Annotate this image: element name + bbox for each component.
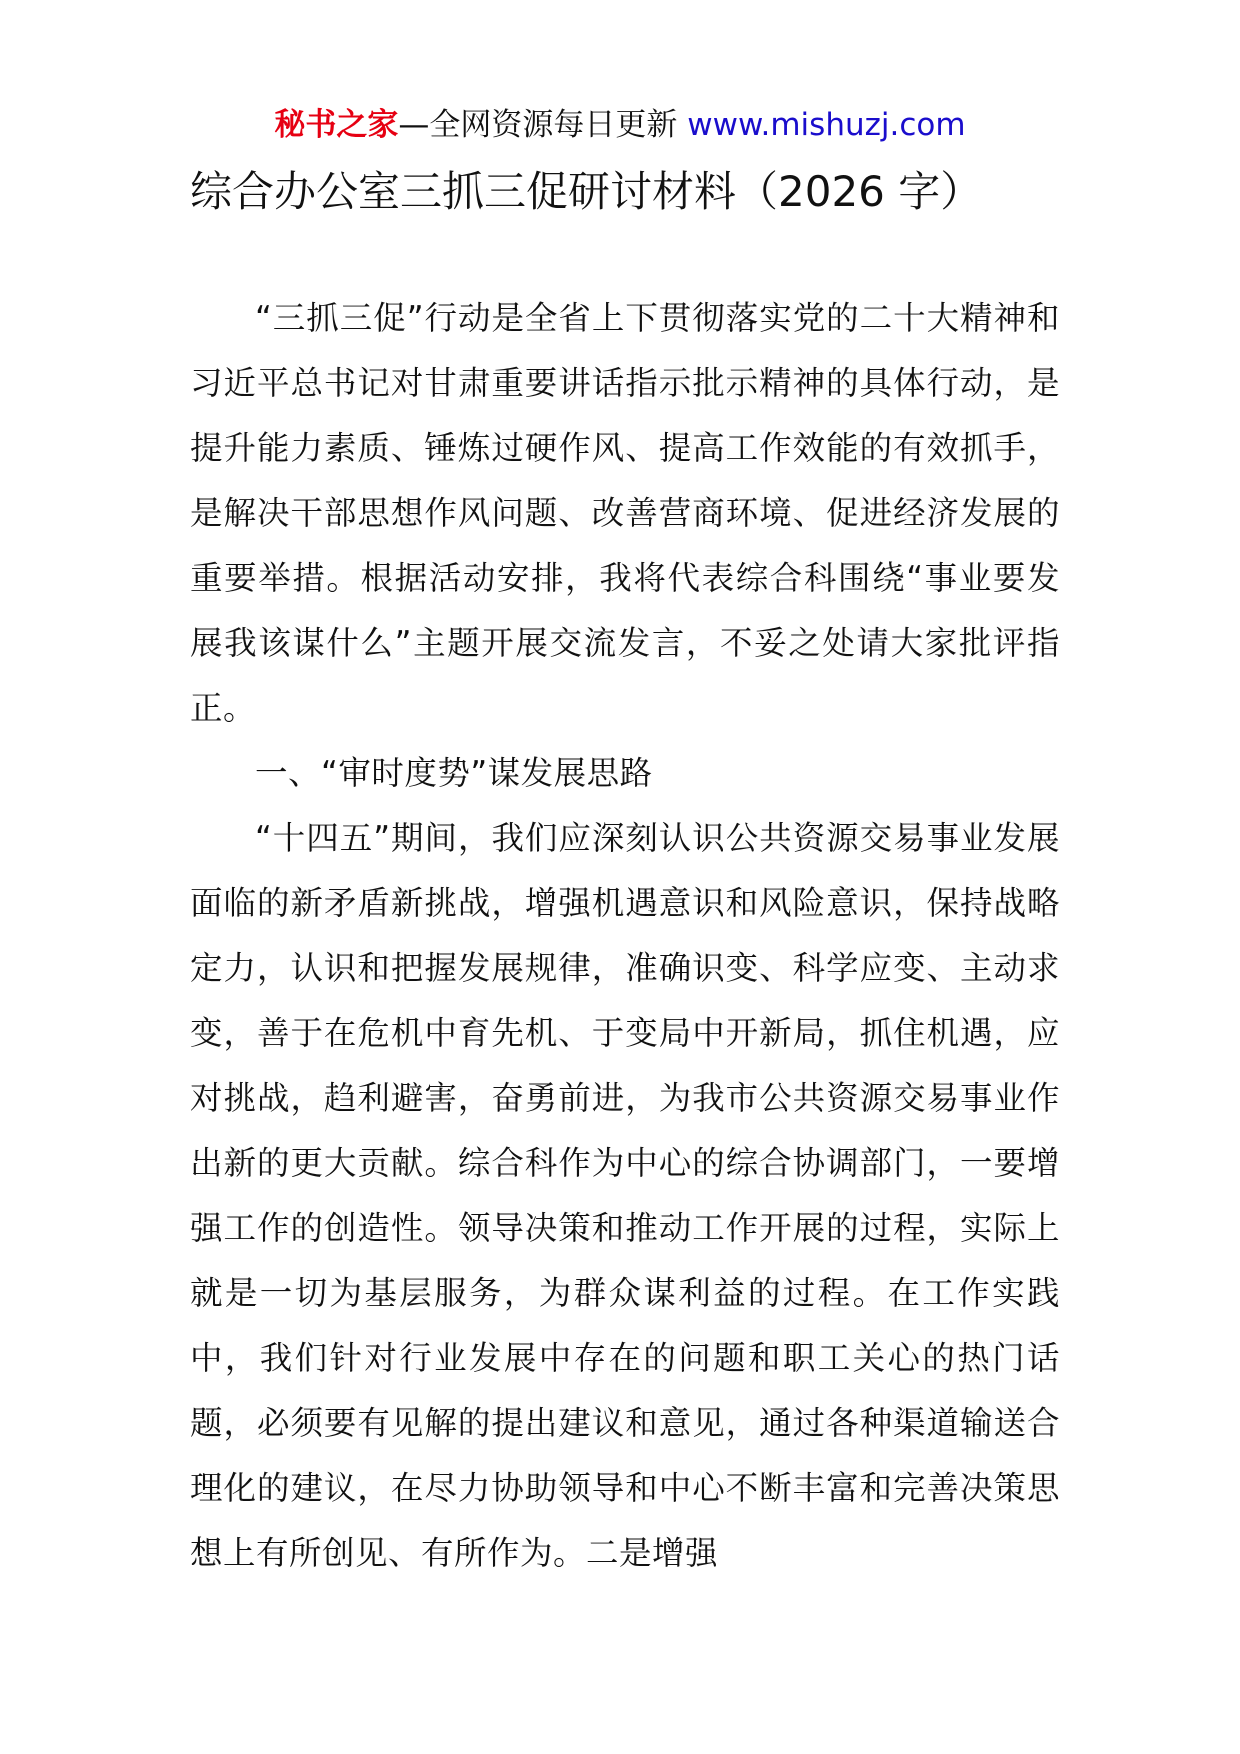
section-heading-1: 一、“审时度势”谋发展思路 bbox=[255, 754, 653, 792]
document-body bbox=[190, 286, 1060, 1586]
paragraph-section-1: “十四五”期间，我们应深刻认识公共资源交易事业发展面临的新矛盾新挑战，增强机遇意识和风险意识，保持战略定力，认识和把握发展规律，准确识变、科学应变、主动求变，善于在危机中育先机、于变局中开新局，抓住机遇，应对挑战，趋利避害，奋勇前进，为我市公共资源交易事业作出新的更大贡献。综合科作为中心的综合协调部门，一要增强工作的创造性。领导决策和推动工作开展的过程，实际上就是一切为基层服务，为群众谋利益的过程。在工作实践中，我们针对行业发展中存在的问题和职工关心的热门话题，必须要有见解的提出建议和意见，通过各种渠道输送合理化的建议，在尽力协助领导和中心不断丰富和完善决策思想上有所创见、有所作为。二是增强 bbox=[190, 819, 1060, 1572]
document-title: 综合办公室三抓三促研讨材料（2026 字） bbox=[190, 167, 983, 216]
brand-name: 秘书之家 bbox=[274, 107, 399, 143]
paragraph-intro: “三抓三促”行动是全省上下贯彻落实党的二十大精神和习近平总书记对甘肃重要讲话指示批示精神的具体行动，是提升能力素质、锤炼过硬作风、提高工作效能的有效抓手，是解决干部思想作风问题、改善营商环境、促进经济发展的重要举措。根据活动安排，我将代表综合科围绕“事业要发展我该谋什么”主题开展交流发言，不妥之处请大家批评指正。 bbox=[190, 299, 1060, 727]
site-header bbox=[0, 100, 1240, 150]
site-url[interactable]: www.mishuzj.com bbox=[687, 107, 966, 143]
header-slogan: —全网资源每日更新 bbox=[398, 107, 688, 143]
